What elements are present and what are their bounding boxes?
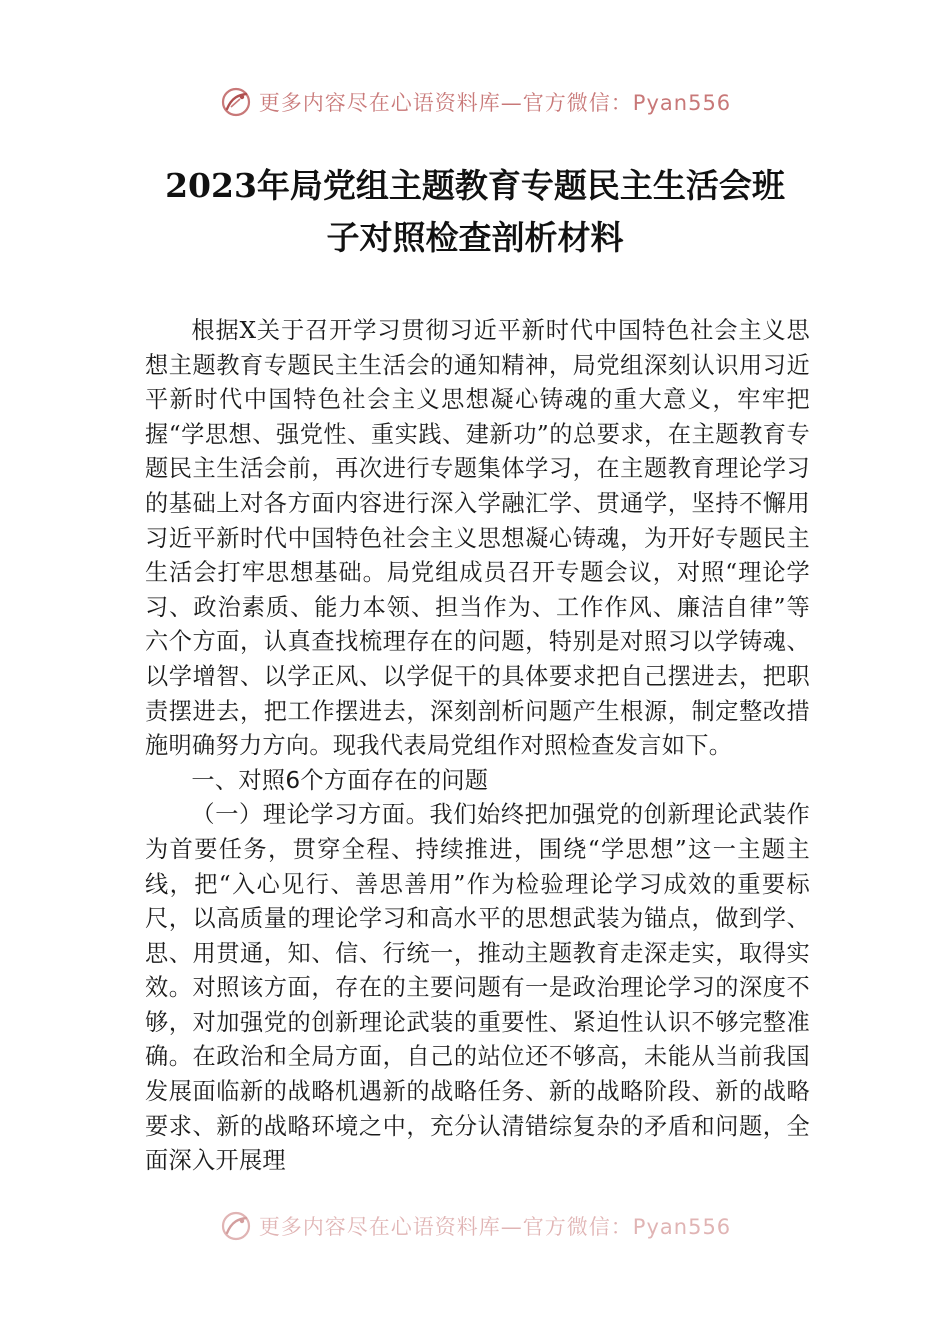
intro-paragraph: 根据X关于召开学习贯彻习近平新时代中国特色社会主义思想主题教育专题民主生活会的通知精神，局党组深刻认识用习近平新时代中国特色社会主义思想凝心铸魂的重大意义，牢牢把握“学思想、强党性、重实践、建新功”的总要求，在主题教育专题民主生活会前，再次进行专题集体学习，在主题教育理论学习的基础上对各方面内容进行深入学融汇学、贯通学，坚持不懈用习近平新时代中国特色社会主义思想凝心铸魂，为开好专题民主生活会打牢思想基础。局党组成员召开专题会议，对照“理论学习、政治素质、能力本领、担当作为、工作作风、廉洁自律”等六个方面，认真查找梳理存在的问题，特别是对照习以学铸魂、以学增智、以学正风、以学促干的具体要求把自己摆进去，把职责摆进去，把工作摆进去，深刻剖析问题产生根源，制定整改措施明确努力方向。现我代表局党组作对照检查发言如下。 <box>145 317 810 760</box>
document-body <box>145 314 810 1179</box>
watermark-text: 更多内容尽在心语资料库—官方微信：Pyan556 <box>258 91 732 115</box>
watermark-header <box>0 84 950 120</box>
brand-logo-icon <box>219 1209 253 1243</box>
section-heading: 一、对照6个方面存在的问题 <box>191 766 489 794</box>
document-title <box>120 160 830 264</box>
title-line-2: 子对照检查剖析材料 <box>326 218 624 257</box>
brand-logo-icon <box>219 85 253 119</box>
title-line-1: 2023年局党组主题教育专题民主生活会班 <box>165 166 785 205</box>
section-paragraph: （一）理论学习方面。我们始终把加强党的创新理论武装作为首要任务，贯穿全程、持续推进，围绕“学思想”这一主题主线，把“入心见行、善思善用”作为检验理论学习成效的重要标尺，以高质量的理论学习和高水平的思想武装为锚点，做到学、思、用贯通，知、信、行统一，推动主题教育走深走实，取得实效。对照该方面，存在的主要问题有一是政治理论学习的深度不够，对加强党的创新理论武装的重要性、紧迫性认识不够完整准确。在政治和全局方面，自己的站位还不够高，未能从当前我国发展面临新的战略机遇新的战略任务、新的战略阶段、新的战略要求、新的战略环境之中，充分认清错综复杂的矛盾和问题，全面深入开展理 <box>145 801 810 1175</box>
watermark-text: 更多内容尽在心语资料库—官方微信：Pyan556 <box>258 1215 732 1239</box>
watermark-footer <box>0 1208 950 1244</box>
